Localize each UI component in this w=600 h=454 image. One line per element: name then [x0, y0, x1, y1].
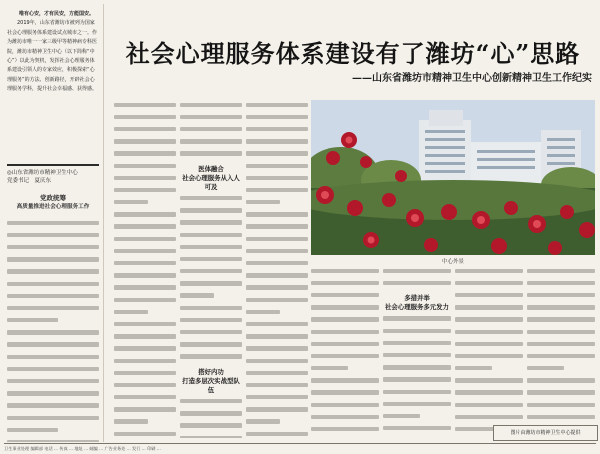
text-line [114, 261, 176, 271]
text-line [383, 329, 451, 339]
hospital-photo [311, 100, 595, 255]
text-line [383, 316, 451, 326]
text-line [527, 390, 595, 400]
text-line [455, 403, 523, 413]
body-column-4 [311, 266, 379, 438]
text-line [7, 318, 99, 328]
text-line [311, 390, 379, 400]
text-line [114, 115, 176, 125]
text-line [455, 293, 523, 303]
text-line [7, 391, 99, 401]
text-line [114, 298, 176, 308]
text-line [383, 353, 451, 363]
text-line [246, 200, 308, 210]
text-line [7, 257, 99, 267]
text-line [180, 269, 242, 279]
rail-section-title: 党政统筹 [40, 194, 66, 202]
text-line [180, 330, 242, 340]
text-line [246, 188, 308, 198]
body-column-2 [180, 100, 242, 438]
text-line [246, 115, 308, 125]
text-line [383, 377, 451, 387]
left-rail [4, 4, 104, 442]
text-line [527, 415, 595, 422]
text-line [455, 390, 523, 400]
text-line [180, 281, 242, 291]
text-line [114, 127, 176, 137]
text-line [180, 196, 242, 206]
text-line [7, 355, 99, 365]
text-line [180, 103, 242, 113]
text-line [455, 281, 523, 291]
text-line [246, 127, 308, 137]
text-line [7, 342, 99, 352]
text-line [311, 330, 379, 340]
text-line [383, 414, 451, 424]
text-line [527, 403, 595, 413]
text-line [455, 330, 523, 340]
text-line [180, 342, 242, 352]
text-line [527, 378, 595, 388]
text-line [7, 282, 99, 292]
text-line [383, 365, 451, 375]
text-line [180, 411, 242, 421]
text-line [7, 379, 99, 389]
text-line [311, 281, 379, 291]
text-line [311, 415, 379, 425]
text-line [527, 293, 595, 303]
text-line [246, 164, 308, 174]
text-line [246, 407, 308, 417]
text-line [527, 366, 595, 376]
section-head-line: 医体融合 [198, 164, 224, 173]
text-line [383, 341, 451, 351]
text-line [246, 151, 308, 161]
text-line [7, 367, 99, 377]
rail-section-head [7, 194, 99, 212]
section-head-line: 多措并举 [404, 294, 430, 303]
text-line [114, 200, 176, 210]
text-line [180, 220, 242, 230]
text-line [455, 378, 523, 388]
text-line [383, 402, 451, 412]
text-line [7, 221, 99, 231]
hospital-photo-art [311, 100, 595, 255]
section-head-line: 搭好内功 [198, 367, 224, 376]
text-line [246, 395, 308, 405]
byline: ◎山东省潍坊市精神卫生中心 党委书记 夏庆东 [7, 170, 78, 184]
text-line [7, 440, 99, 442]
text-line [180, 399, 242, 409]
text-line [455, 317, 523, 327]
text-line [7, 403, 99, 413]
text-line [114, 164, 176, 174]
text-line [114, 139, 176, 149]
text-line [7, 269, 99, 279]
text-line [114, 273, 176, 283]
text-line [114, 188, 176, 198]
text-line [311, 354, 379, 364]
text-line [180, 306, 242, 316]
section-head [383, 294, 451, 312]
text-line [527, 342, 595, 352]
text-line [246, 346, 308, 356]
text-line [311, 342, 379, 352]
text-line [246, 237, 308, 247]
section-head-line: 社会心理服务从入人可及 [182, 173, 240, 191]
text-line [114, 224, 176, 234]
text-line [7, 233, 99, 243]
text-line [246, 359, 308, 369]
text-line [114, 346, 176, 356]
byline-bar [7, 164, 99, 185]
lede-paragraph: 2019年，山东省潍坊市被列为国家社会心理服务体系建设试点城市之一。作为潍坊市唯一一家三级甲等精神病专科医院，潍坊市精神卫生中心（以下简称“中心”）以此为契机，发挥社会心理服务体系建设引领人的专家效应，积极探索“心理服务”的方法、创新路径，开辟社会心理服务学科，提升社会幸福感、获得感。 [7, 20, 98, 93]
text-line [246, 249, 308, 259]
text-line [311, 305, 379, 315]
text-line [527, 354, 595, 364]
text-line [246, 261, 308, 271]
text-line [246, 419, 308, 429]
text-line [246, 371, 308, 381]
text-line [383, 390, 451, 400]
text-line [246, 224, 308, 234]
text-line [7, 416, 99, 426]
section-head [180, 165, 242, 192]
text-line [180, 354, 242, 364]
photo-caption: 中心外景 [441, 259, 464, 265]
photo-credit-box: 图片由潍坊市精神卫生中心提供 [493, 425, 598, 441]
rail-section-subtitle: 高质量推进社会心理服务工作 [16, 204, 90, 210]
text-line [180, 423, 242, 433]
text-line [180, 318, 242, 328]
text-line [114, 310, 176, 320]
text-line [114, 407, 176, 417]
text-line [180, 257, 242, 267]
text-line [527, 305, 595, 315]
text-line [114, 285, 176, 295]
text-line [180, 127, 242, 137]
text-line [114, 383, 176, 393]
text-line [246, 176, 308, 186]
page-footer: 卫生事业处理 编辑部 电话 ... 传真 ... 地址 ... 邮编 ... 广告业务处 ... 发行 ... 印刷 ... [4, 443, 596, 454]
lede-paragraph: 唯有心安，才有民安，方能国安。 [19, 11, 95, 17]
text-line [527, 317, 595, 327]
text-line [114, 359, 176, 369]
text-line [455, 354, 523, 364]
text-line [311, 269, 379, 279]
text-line [455, 342, 523, 352]
body-column-3 [246, 100, 308, 438]
text-line [114, 432, 176, 438]
section-head-line: 打造多层次实战型队伍 [182, 376, 240, 394]
text-line [246, 432, 308, 438]
text-line [527, 330, 595, 340]
text-line [114, 212, 176, 222]
text-line [383, 426, 451, 436]
text-line [114, 322, 176, 332]
text-line [311, 366, 379, 376]
text-line [180, 245, 242, 255]
text-line [114, 419, 176, 429]
text-line [311, 293, 379, 303]
body-column-5 [383, 266, 451, 438]
text-line [7, 306, 99, 316]
text-line [180, 233, 242, 243]
text-line [246, 285, 308, 295]
text-line [114, 237, 176, 247]
text-line [311, 427, 379, 437]
section-head-line: 社会心理服务多元发力 [385, 303, 449, 312]
text-line [180, 151, 242, 161]
text-line [246, 298, 308, 308]
text-line [114, 151, 176, 161]
body-column-1 [114, 100, 176, 438]
body-column-7 [527, 266, 595, 422]
text-line [246, 273, 308, 283]
text-line [455, 415, 523, 425]
text-line [114, 371, 176, 381]
headline: 社会心理服务体系建设有了潍坊“心”思路 [125, 39, 581, 68]
text-line [180, 208, 242, 218]
text-line [114, 395, 176, 405]
text-line [311, 378, 379, 388]
text-line [114, 249, 176, 259]
text-line [7, 330, 99, 340]
lede-box [7, 10, 99, 160]
text-line [246, 383, 308, 393]
text-line [455, 269, 523, 279]
text-line [246, 103, 308, 113]
text-line [383, 281, 451, 291]
text-line [180, 115, 242, 125]
subtitle: ——山东省潍坊市精神卫生中心创新精神卫生工作纪实 [352, 73, 592, 84]
text-line [246, 139, 308, 149]
text-line [311, 403, 379, 413]
text-line [527, 281, 595, 291]
text-line [455, 366, 523, 376]
body-column-6 [455, 266, 523, 438]
text-line [180, 139, 242, 149]
text-line [455, 305, 523, 315]
section-head [180, 368, 242, 395]
text-line [7, 294, 99, 304]
text-line [311, 317, 379, 327]
text-line [180, 293, 242, 303]
text-line [383, 269, 451, 279]
text-line [246, 334, 308, 344]
text-line [246, 322, 308, 332]
text-line [7, 428, 99, 438]
text-line [7, 245, 99, 255]
text-line [246, 310, 308, 320]
text-line [114, 103, 176, 113]
text-line [527, 269, 595, 279]
text-line [114, 176, 176, 186]
text-line [114, 334, 176, 344]
rail-body-text [7, 218, 99, 442]
text-line [180, 436, 242, 438]
text-line [246, 212, 308, 222]
